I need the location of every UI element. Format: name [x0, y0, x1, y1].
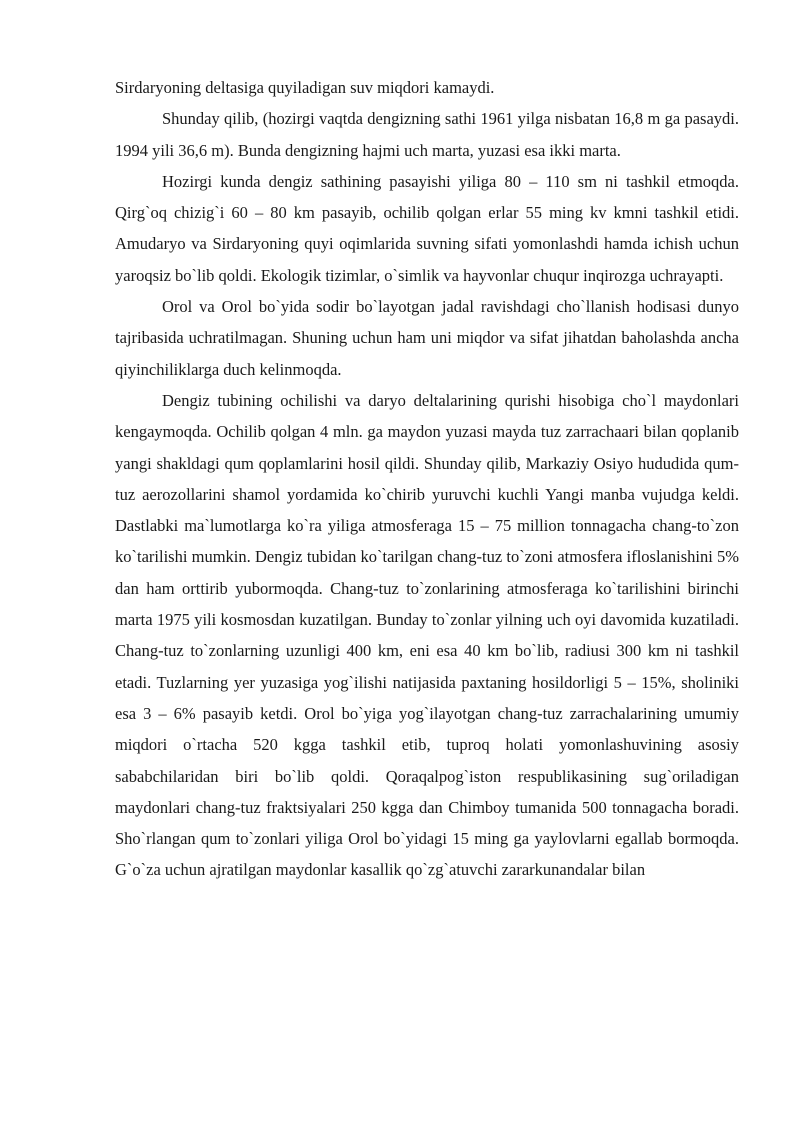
paragraph-salt-dust-storms: Dengiz tubining ochilishi va daryo deltalarining qurishi hisobiga cho`l maydonlari kengaymoqda. Ochilib qolgan 4 mln. ga maydon yuzasi mayda tuz zarrachaari bilan qoplanib yangi shakldagi qum qoplamlarini hosil qildi. Shunday qilib, Markaziy Osiyo hududida qum-tuz aerozollarini shamol yordamida ko`chirib yuruvchi kuchli Yangi manba vujudga keldi. Dastlabki ma`lumotlarga ko`ra yiliga atmosferaga 15 – 75 million tonnagacha chang-to`zon ko`tarilishi mumkin. Dengiz tubidan ko`tarilgan chang-tuz to`zoni atmosfera ifloslanishini 5% dan ham orttirib yubormoqda. Chang-tuz to`zonlarining atmosferaga ko`tarilishini birinchi marta 1975 yili kosmosdan kuzatilgan. Bunday to`zonlar yilning uch oyi davomida kuzatiladi. Chang-tuz to`zonlarning uzunligi 400 km, eni esa 40 km bo`lib, radiusi 300 km ni tashkil etadi. Tuzlarning yer yuzasiga yog`ilishi natijasida paxtaning hosildorligi 5 – 15%, sholiniki esa 3 – 6% pasayib ketdi. Orol bo`yiga yog`ilayotgan chang-tuz zarrachalarining umumiy miqdori o`rtacha 520 kgga tashkil etib, tuproq holati yomonlashuvining asosiy sababchilaridan biri bo`lib qoldi. Qoraqalpog`iston respublikasining sug`oriladigan maydonlari chang-tuz fraktsiyalari 250 kgga dan Chimboy tumanida 500 tonnagacha boradi. Sho`rlangan qum to`zonlari yiliga Orol bo`yidagi 15 ming ga yaylovlarni egallab bormoqda. G`o`za uchun ajratilgan maydonlar kasallik qo`zg`atuvchi zararkunandalar bilan	[115, 390, 739, 880]
paragraph-desertification: Orol va Orol bo`yida sodir bo`layotgan jadal ravishdagi cho`llanish hodisasi dunyo tajribasida uchratilmagan. Shuning uchun ham uni miqdor va sifat jihatdan baholashda ancha qiyinchiliklarga duch kelinmoqda.	[115, 297, 739, 379]
paragraph-sea-level: Shunday qilib, (hozirgi vaqtda dengizning sathi 1961 yilga nisbatan 16,8 m ga pasaydi. 1994 yili 36,6 m). Bunda dengizning hajmi uch marta, yuzasi esa ikki marta.	[115, 109, 739, 160]
paragraph-continuation: Sirdaryoning deltasiga quyiladigan suv miqdori kamaydi.	[115, 78, 495, 97]
paragraph-current-decline: Hozirgi kunda dengiz sathining pasayishi yiliga 80 – 110 sm ni tashkil etmoqda. Qirg`oq chizig`i 60 – 80 km pasayib, ochilib qolgan erlar 55 ming kv kmni tashkil etidi. Amudaryo va Sirdaryoning quyi oqimlarida suvning sifati yomonlashdi hamda ichish uchun yaroqsiz bo`lib qoldi. Ekologik tizimlar, o`simlik va hayvonlar chuqur inqirozga uchrayapti.	[115, 171, 739, 285]
document-page	[115, 72, 739, 886]
